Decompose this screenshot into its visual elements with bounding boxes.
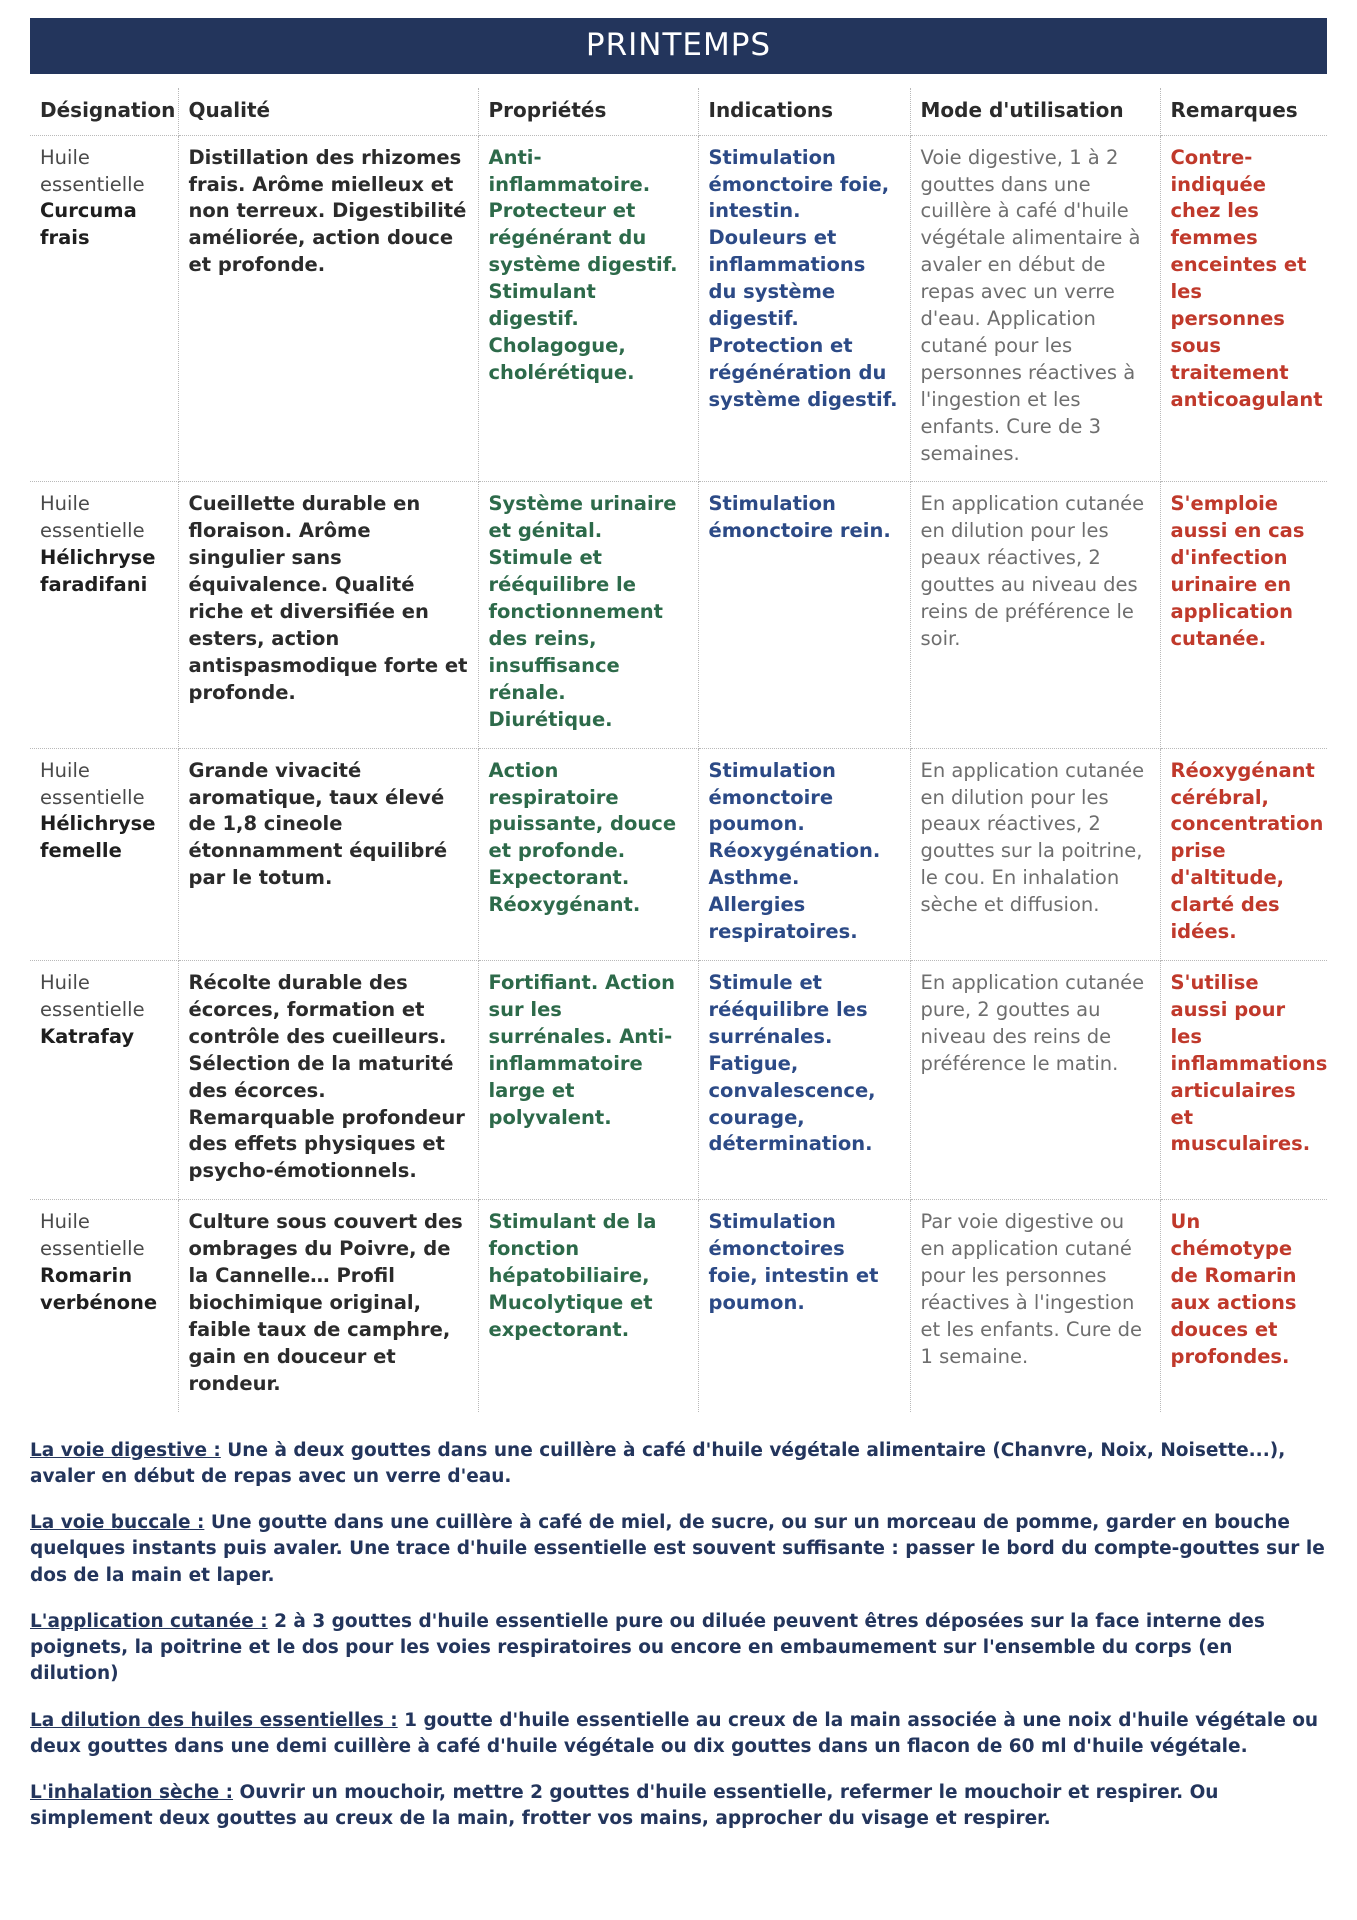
table-row [30, 482, 1327, 748]
cell-mode: En application cutanée pure, 2 gouttes au niveau des reins de préférence le matin. [910, 960, 1160, 1199]
designation-prefix: Huile essentielle [40, 1210, 145, 1261]
cell-indications: Stimulation émonctoire poumon. Réoxygénation. Asthme. Allergies respiratoires. [698, 748, 910, 960]
table-row [30, 135, 1327, 482]
cell-designation [30, 1200, 178, 1412]
cell-mode: Voie digestive, 1 à 2 gouttes dans une cuillère à café d'huile végétale alimentaire à avaler en début de repas avec un verre d'eau. Application cutané pour les personnes réactives à l'ingestion et les enfants. Cure de 3 semaines. [910, 135, 1160, 482]
designation-name: Hélichryse femelle [40, 812, 156, 863]
note-text: Une à deux gouttes dans une cuillère à café d'huile végétale alimentaire (Chanvre, Noix, Noisette...), avaler en début de repas avec un verre d'eau. [30, 1439, 1286, 1487]
note-item [30, 1609, 1327, 1688]
designation-name: Romarin verbénone [40, 1264, 158, 1314]
note-label: La voie buccale : [30, 1512, 205, 1534]
cell-proprietes: Stimulant de la fonction hépatobiliaire, Mucolytique et expectorant. [478, 1200, 698, 1412]
cell-qualite: Culture sous couvert des ombrages du Poivre, de la Cannelle… Profil biochimique original, faible taux de camphre, gain en douceur et rondeur. [178, 1200, 478, 1412]
cell-proprietes: Anti-inflammatoire. Protecteur et régénérant du système digestif. Stimulant digestif. Cholagogue, cholérétique. [478, 135, 698, 482]
designation-name: Curcuma frais [40, 199, 137, 250]
note-item [30, 1708, 1327, 1761]
cell-remarques: Contre-indiquée chez les femmes enceintes et les personnes sous traitement anticoagulant [1160, 135, 1327, 482]
cell-qualite: Grande vivacité aromatique, taux élevé de 1,8 cineole étonnamment équilibré par le totum. [178, 748, 478, 960]
note-label: L'application cutanée : [30, 1610, 268, 1632]
column-header-designation: Désignation [30, 88, 178, 135]
column-header-qualite: Qualité [178, 88, 478, 135]
note-text: Ouvrir un mouchoir, mettre 2 gouttes d'huile essentielle, refermer le mouchoir et respirer. Ou simplement deux gouttes au creux de la main, frotter vos mains, approcher du visage et respirer. [30, 1782, 1219, 1830]
column-header-mode: Mode d'utilisation [910, 88, 1160, 135]
cell-qualite: Distillation des rhizomes frais. Arôme mielleux et non terreux. Digestibilité améliorée, action douce et profonde. [178, 135, 478, 482]
cell-indications: Stimule et rééquilibre les surrénales. Fatigue, convalescence, courage, détermination. [698, 960, 910, 1199]
note-text: Une goutte dans une cuillère à café de miel, de sucre, ou sur un morceau de pomme, garder en bouche quelques instants puis avaler. Une trace d'huile essentielle est souvent suffisante : passer le bord du compte-gouttes sur le dos de la main et laper. [30, 1512, 1325, 1586]
cell-remarques: S'utilise aussi pour les inflammations articulaires et musculaires. [1160, 960, 1327, 1199]
cell-indications: Stimulation émonctoire foie, intestin. Douleurs et inflammations du système digestif. Protection et régénération du système digestif. [698, 135, 910, 482]
cell-designation [30, 135, 178, 482]
column-header-proprietes: Propriétés [478, 88, 698, 135]
designation-prefix: Huile essentielle [40, 492, 145, 543]
note-item [30, 1780, 1327, 1833]
table-row [30, 960, 1327, 1199]
designation-prefix: Huile essentielle [40, 145, 145, 196]
cell-qualite: Cueillette durable en floraison. Arôme singulier sans équivalence. Qualité riche et diversifiée en esters, action antispasmodique forte et profonde. [178, 482, 478, 748]
note-text: 2 à 3 gouttes d'huile essentielle pure ou diluée peuvent êtres déposées sur la face interne des poignets, la poitrine et le dos pour les voies respiratoires ou encore en embaumement sur l'ensemble du corps (en dilution) [30, 1610, 1265, 1685]
designation-name: Hélichryse faradifani [40, 546, 156, 597]
table-header-row [30, 88, 1327, 135]
table-row [30, 748, 1327, 960]
cell-indications: Stimulation émonctoires foie, intestin et poumon. [698, 1200, 910, 1412]
note-label: L'inhalation sèche : [30, 1782, 234, 1804]
cell-mode: Par voie digestive ou en application cutané pour les personnes réactives à l'ingestion et les enfants. Cure de 1 semaine. [910, 1200, 1160, 1412]
note-label: La dilution des huiles essentielles : [30, 1709, 398, 1731]
page-title: PRINTEMPS [30, 18, 1327, 74]
note-item [30, 1438, 1327, 1491]
column-header-remarques: Remarques [1160, 88, 1327, 135]
cell-remarques: S'emploie aussi en cas d'infection urinaire en application cutanée. [1160, 482, 1327, 748]
cell-remarques: Réoxygénant cérébral, concentration prise d'altitude, clarté des idées. [1160, 748, 1327, 960]
usage-notes [30, 1438, 1327, 1833]
cell-proprietes: Fortifiant. Action sur les surrénales. Anti-inflammatoire large et polyvalent. [478, 960, 698, 1199]
cell-designation [30, 960, 178, 1199]
note-label: La voie digestive : [30, 1439, 221, 1461]
note-text: 1 goutte d'huile essentielle au creux de la main associée à une noix d'huile végétale ou deux gouttes dans une demi cuillère à café d'huile végétale ou dix gouttes dans un flacon de 60 ml d'huile végétale. [30, 1709, 1319, 1757]
column-header-indications: Indications [698, 88, 910, 135]
cell-indications: Stimulation émonctoire rein. [698, 482, 910, 748]
cell-qualite: Récolte durable des écorces, formation et contrôle des cueilleurs. Sélection de la maturité des écorces. Remarquable profondeur des effets physiques et psycho-émotionnels. [178, 960, 478, 1199]
cell-proprietes: Système urinaire et génital. Stimule et rééquilibre le fonctionnement des reins, insuffisance rénale. Diurétique. [478, 482, 698, 748]
cell-proprietes: Action respiratoire puissante, douce et profonde. Expectorant. Réoxygénant. [478, 748, 698, 960]
designation-name: Katrafay [40, 1024, 135, 1048]
cell-mode: En application cutanée en dilution pour les peaux réactives, 2 gouttes sur la poitrine, le cou. En inhalation sèche et diffusion. [910, 748, 1160, 960]
cell-designation [30, 482, 178, 748]
table-row [30, 1200, 1327, 1412]
designation-prefix: Huile essentielle [40, 758, 145, 809]
properties-table [30, 88, 1327, 1412]
cell-mode: En application cutanée en dilution pour les peaux réactives, 2 gouttes au niveau des reins de préférence le soir. [910, 482, 1160, 748]
note-item [30, 1510, 1327, 1589]
designation-prefix: Huile essentielle [40, 970, 145, 1021]
cell-remarques: Un chémotype de Romarin aux actions douces et profondes. [1160, 1200, 1327, 1412]
cell-designation [30, 748, 178, 960]
